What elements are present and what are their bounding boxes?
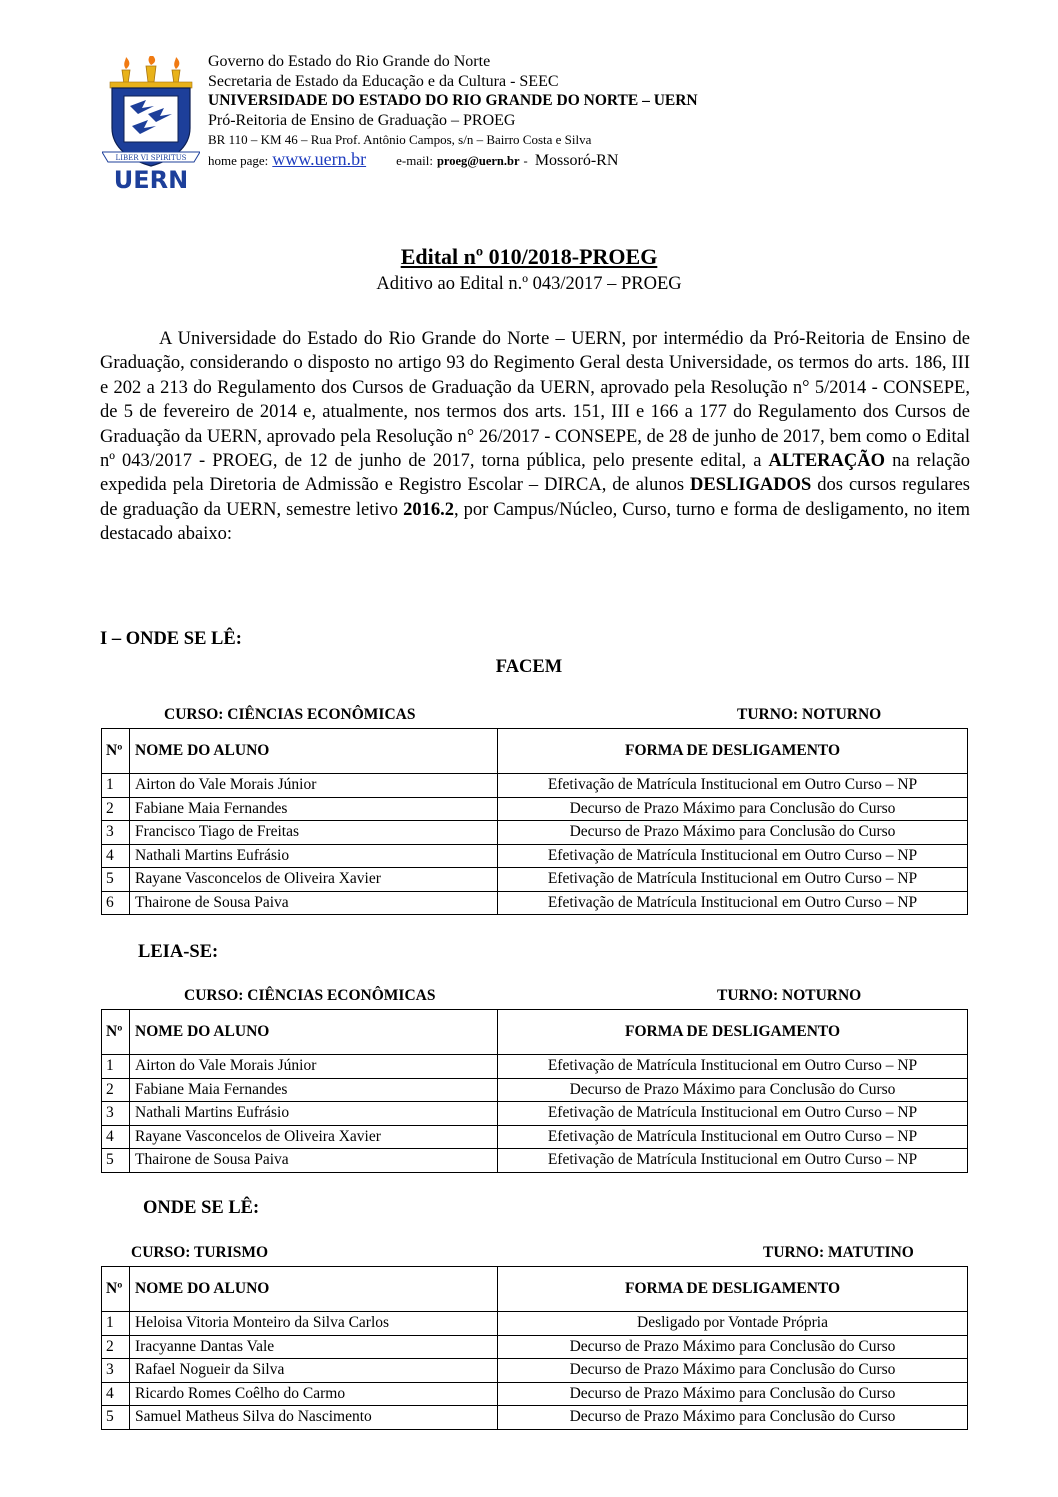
- table3: [101, 1266, 968, 1430]
- table-row: 5 Rayane Vasconcelos de Oliveira Xavier Efetivação de Matrícula Institucional em Outro Curso – NP: [102, 868, 968, 892]
- email-label: e-mail:: [396, 152, 433, 168]
- logo-motto: LIBER VI SPIRITUS: [115, 154, 187, 162]
- table-row: 3 Nathali Martins Eufrásio Efetivação de Matrícula Institucional em Outro Curso – NP: [102, 1102, 968, 1126]
- table1-shift: TURNO: NOTURNO: [737, 706, 882, 723]
- table-row: 3 Francisco Tiago de Freitas Decurso de Prazo Máximo para Conclusão do Curso: [102, 821, 968, 845]
- intro-paragraph: A Universidade do Estado do Rio Grande do Norte – UERN, por intermédio da Pró-Reitoria de Ensino de Graduação, considerando o disposto no artigo 93 do Regimento Geral desta Universidade, os termos do arts. 186, III e 202 a 213 do Regulamento dos Cursos de Graduação da UERN, aprovado pela Resolução n° 5/2014 - CONSEPE, de 5 de fevereiro de 2014 e, atualmente, nos termos dos arts. 151, III e 166 a 177 do Regulamento dos Cursos de Graduação da UERN, aprovado pela Resolução n° 26/2017 - CONSEPE, de 28 de junho de 2017, bem como o Edital nº 043/2017 - PROEG, de 12 de junho de 2017, torna pública, pelo presente edital, a ALTERAÇÃO na relação expedida pela Diretoria de Admissão e Registro Escolar – DIRCA, de alunos DESLIGADOS dos cursos regulares de graduação da UERN, semestre letivo 2016.2, por Campus/Núcleo, Curso, turno e forma de desligamento, no item destacado abaixo:: [100, 329, 971, 545]
- table-row: 4 Nathali Martins Eufrásio Efetivação de Matrícula Institucional em Outro Curso – NP: [102, 844, 968, 868]
- table-row: 1 Airton do Vale Morais Júnior Efetivação de Matrícula Institucional em Outro Curso – NP: [102, 1055, 968, 1079]
- table-row: 1 Heloisa Vitoria Monteiro da Silva Carlos Desligado por Vontade Própria: [102, 1312, 968, 1336]
- table2-shift: TURNO: NOTURNO: [717, 987, 862, 1004]
- institution-header: [208, 52, 698, 171]
- col-num: Nº: [102, 1010, 130, 1055]
- col-name: NOME DO ALUNO: [130, 1010, 498, 1055]
- col-form: FORMA DE DESLIGAMENTO: [498, 1010, 968, 1055]
- table3-shift: TURNO: MATUTINO: [763, 1244, 914, 1261]
- table-row: 1 Airton do Vale Morais Júnior Efetivação de Matrícula Institucional em Outro Curso – NP: [102, 774, 968, 798]
- table2-course: CURSO: CIÊNCIAS ECONÔMICAS: [184, 987, 436, 1004]
- table-row: 5 Thairone de Sousa Paiva Efetivação de Matrícula Institucional em Outro Curso – NP: [102, 1149, 968, 1173]
- table-header-row: [102, 1010, 968, 1055]
- table-row: 3 Rafael Nogueir da Silva Decurso de Prazo Máximo para Conclusão do Curso: [102, 1359, 968, 1383]
- homepage-label: home page:: [208, 152, 269, 168]
- table2: [101, 1009, 968, 1173]
- section-heading-onde-se-le: I – ONDE SE LÊ:: [100, 629, 242, 649]
- table3-course: CURSO: TURISMO: [131, 1244, 269, 1261]
- logo-text: UERN: [113, 166, 189, 190]
- table-row: 2 Fabiane Maia Fernandes Decurso de Prazo Máximo para Conclusão do Curso: [102, 797, 968, 821]
- col-num: Nº: [102, 1267, 130, 1312]
- table1: [101, 728, 968, 915]
- header-line-address: BR 110 – KM 46 – Rua Prof. Antônio Campos, s/n – Bairro Costa e Silva: [208, 132, 592, 147]
- header-line-government: Governo do Estado do Rio Grande do Norte: [208, 53, 491, 70]
- col-form: FORMA DE DESLIGAMENTO: [498, 1267, 968, 1312]
- section-heading-onde-se-le-2: ONDE SE LÊ:: [143, 1198, 260, 1218]
- table-header-row: [102, 1267, 968, 1312]
- header-line-contacts: home page: www.uern.br e-mail: proeg@uern.br - Mossoró-RN: [208, 148, 619, 169]
- col-name: NOME DO ALUNO: [130, 1267, 498, 1312]
- col-form: FORMA DE DESLIGAMENTO: [498, 729, 968, 774]
- table-header-row: [102, 729, 968, 774]
- page-subtitle: Aditivo ao Edital n.º 043/2017 – PROEG: [376, 274, 682, 294]
- email-address: proeg@uern.br: [436, 153, 520, 168]
- header-line-university: UNIVERSIDADE DO ESTADO DO RIO GRANDE DO NORTE – UERN: [208, 92, 698, 109]
- table-row: 6 Thairone de Sousa Paiva Efetivação de Matrícula Institucional em Outro Curso – NP: [102, 891, 968, 915]
- col-num: Nº: [102, 729, 130, 774]
- section-heading-leia-se: LEIA-SE:: [138, 942, 219, 962]
- table-row: 5 Samuel Matheus Silva do Nascimento Decurso de Prazo Máximo para Conclusão do Curso: [102, 1406, 968, 1430]
- table-row: 4 Ricardo Romes Coêlho do Carmo Decurso de Prazo Máximo para Conclusão do Curso: [102, 1382, 968, 1406]
- header-line-proeg: Pró-Reitoria de Ensino de Graduação – PROEG: [208, 111, 516, 129]
- faculty-heading: FACEM: [495, 657, 563, 677]
- col-name: NOME DO ALUNO: [130, 729, 498, 774]
- city: Mossoró-RN: [534, 151, 619, 169]
- table1-course: CURSO: CIÊNCIAS ECONÔMICAS: [164, 706, 416, 723]
- uern-logo: [102, 56, 200, 190]
- table-row: 4 Rayane Vasconcelos de Oliveira Xavier Efetivação de Matrícula Institucional em Outro Curso – NP: [102, 1125, 968, 1149]
- page-title: Edital nº 010/2018-PROEG: [400, 244, 658, 269]
- table-row: 2 Iracyanne Dantas Vale Decurso de Prazo Máximo para Conclusão do Curso: [102, 1335, 968, 1359]
- homepage-link[interactable]: www.uern.br: [272, 148, 367, 169]
- table-row: 2 Fabiane Maia Fernandes Decurso de Prazo Máximo para Conclusão do Curso: [102, 1078, 968, 1102]
- header-line-secretariat: Secretaria de Estado da Educação e da Cultura - SEEC: [208, 72, 559, 90]
